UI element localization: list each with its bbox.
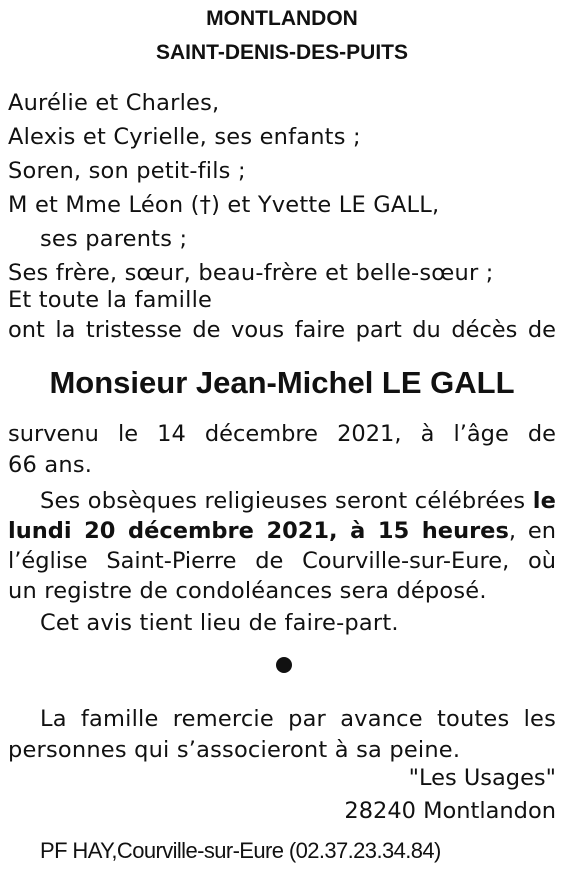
funeral-date-bold: lundi 20 décembre 2021, à 15 heures xyxy=(8,518,509,544)
family-line: M et Mme Léon (†) et Yvette LE GALL, xyxy=(8,192,440,218)
family-line: Ses frère, sœur, beau-frère et belle-sœur ; xyxy=(8,260,494,286)
announcement-line: ont la tristesse de vous faire part du décès de xyxy=(8,317,556,343)
family-line: Soren, son petit-fils ; xyxy=(8,158,246,184)
family-line: Aurélie et Charles, xyxy=(8,90,220,116)
funeral-text: Ses obsèques religieuses seront célébrées xyxy=(40,488,533,514)
bullet-separator xyxy=(276,657,292,673)
age-line: 66 ans. xyxy=(8,452,93,478)
notice-line: Cet avis tient lieu de faire-part. xyxy=(40,610,399,636)
thanks-line: La famille remercie par avance toutes les xyxy=(40,706,556,732)
funeral-home-footer: PF HAY,Courville-sur-Eure (02.37.23.34.84) xyxy=(40,838,441,863)
thanks-line: personnes qui s’associeront à sa peine. xyxy=(8,737,461,763)
town-heading-2: SAINT-DENIS-DES-PUITS xyxy=(155,41,409,64)
death-line: survenu le 14 décembre 2021, à l’âge de xyxy=(8,421,556,447)
family-line: Alexis et Cyrielle, ses enfants ; xyxy=(8,124,361,150)
funeral-line: l’église Saint-Pierre de Courville-sur-Eure, où xyxy=(8,548,556,574)
funeral-line xyxy=(8,517,556,545)
address-line: 28240 Montlandon xyxy=(344,798,556,824)
family-line: ses parents ; xyxy=(40,226,188,252)
deceased-name: Monsieur Jean-Michel LE GALL xyxy=(49,365,515,400)
funeral-date-bold: le xyxy=(532,488,557,514)
town-heading-1: MONTLANDON xyxy=(206,7,358,30)
funeral-line xyxy=(40,487,556,515)
funeral-line: un registre de condoléances sera déposé. xyxy=(8,578,487,604)
address-line: "Les Usages" xyxy=(408,765,556,791)
funeral-text: , en xyxy=(508,518,556,544)
family-line: Et toute la famille xyxy=(8,287,213,313)
